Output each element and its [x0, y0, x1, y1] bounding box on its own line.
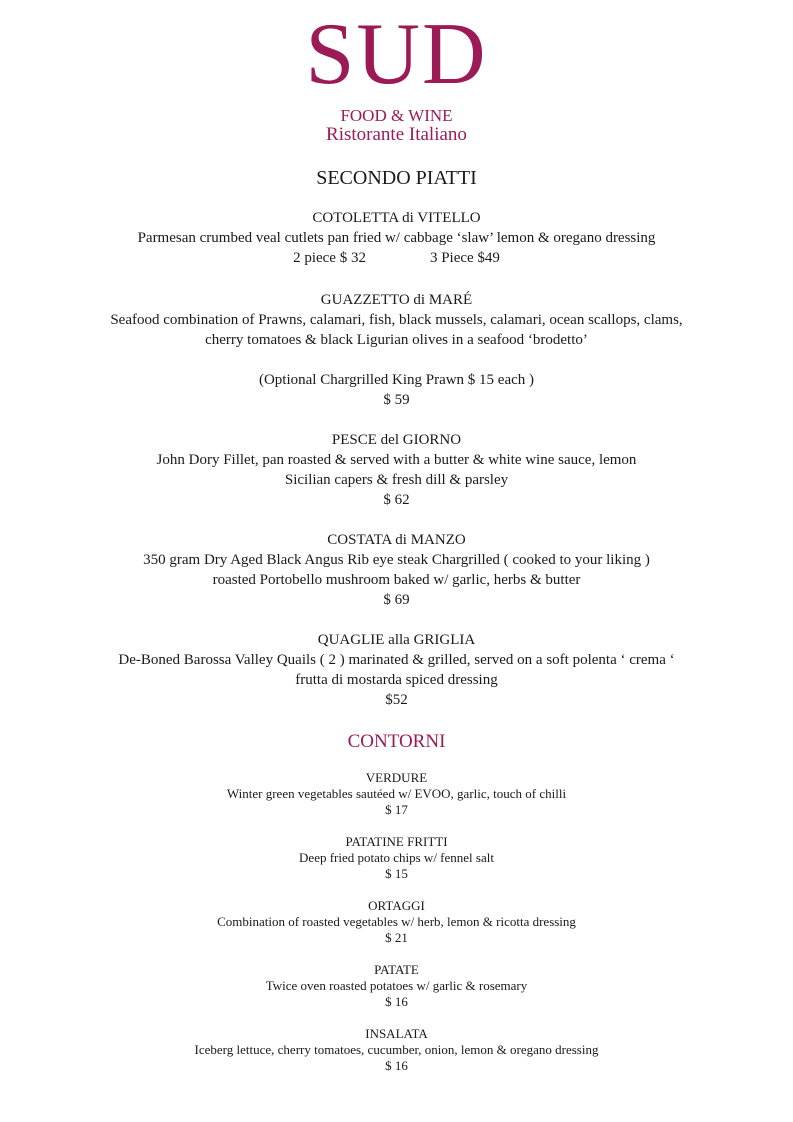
side-price: $ 17 — [385, 802, 408, 817]
dish-description: Seafood combination of Prawns, calamari, fish, black mussels, calamari, ocean scallops, clams, — [110, 312, 683, 328]
menu-item — [0, 530, 793, 610]
dish-price: $ 69 — [383, 592, 410, 608]
dish-description: frutta di mostarda spiced dressing — [295, 672, 498, 688]
side-item — [0, 962, 793, 1010]
side-price: $ 16 — [385, 994, 408, 1009]
menu-item — [0, 208, 793, 268]
section-title-contorni: CONTORNI — [347, 731, 446, 752]
side-description: Winter green vegetables sautéed w/ EVOO, garlic, touch of chilli — [226, 786, 567, 801]
dish-description: 350 gram Dry Aged Black Angus Rib eye steak Chargrilled ( cooked to your liking ) — [143, 552, 650, 568]
menu-item — [0, 290, 793, 410]
menu-item — [0, 430, 793, 510]
side-description: Combination of roasted vegetables w/ herb, lemon & ricotta dressing — [217, 914, 576, 929]
dish-name: COSTATA di MANZO — [327, 532, 466, 548]
section-title-secondi: SECONDO PIATTI — [316, 167, 477, 189]
dish-price: $ 59 — [383, 392, 410, 408]
dish-name: QUAGLIE alla GRIGLIA — [317, 632, 476, 648]
tagline-ristorante: Ristorante Italiano — [326, 124, 467, 145]
side-item — [0, 898, 793, 946]
menu-item — [0, 630, 793, 710]
dish-description: De-Boned Barossa Valley Quails ( 2 ) marinated & grilled, served on a soft polenta ‘ crema ‘ — [118, 652, 675, 668]
dish-option: (Optional Chargrilled King Prawn $ 15 each ) — [258, 372, 535, 388]
dish-description: Parmesan crumbed veal cutlets pan fried w/ cabbage ‘slaw’ lemon & oregano dressing — [137, 230, 656, 246]
tagline-food-wine: FOOD & WINE — [340, 106, 453, 125]
dish-name: GUAZZETTO di MARÉ — [320, 292, 473, 308]
side-name: INSALATA — [365, 1026, 428, 1041]
side-name: VERDURE — [365, 770, 428, 785]
dish-prices — [0, 248, 793, 268]
side-description: Deep fried potato chips w/ fennel salt — [299, 850, 494, 865]
side-name: ORTAGGI — [368, 898, 425, 913]
dish-price: $52 — [385, 692, 408, 708]
dish-name: COTOLETTA di VITELLO — [312, 210, 481, 226]
side-name: PATATINE FRITTI — [345, 834, 448, 849]
restaurant-logo: SUD — [305, 6, 488, 103]
dish-description: cherry tomatoes & black Ligurian olives in a seafood ‘brodetto’ — [205, 332, 588, 348]
dish-price: $ 62 — [383, 492, 410, 508]
dish-price: 3 Piece $49 — [429, 250, 500, 266]
dish-description: Sicilian capers & fresh dill & parsley — [284, 472, 509, 488]
dish-price: 2 piece $ 32 — [293, 250, 366, 266]
side-description: Twice oven roasted potatoes w/ garlic & rosemary — [265, 978, 528, 993]
side-price: $ 15 — [385, 866, 408, 881]
dish-description: John Dory Fillet, pan roasted & served with a butter & white wine sauce, lemon — [156, 452, 637, 468]
side-price: $ 21 — [385, 930, 408, 945]
side-item — [0, 770, 793, 818]
dish-description: roasted Portobello mushroom baked w/ garlic, herbs & butter — [212, 572, 581, 588]
dish-name: PESCE del GIORNO — [331, 432, 462, 448]
side-price: $ 16 — [385, 1058, 408, 1073]
side-description: Iceberg lettuce, cherry tomatoes, cucumber, onion, lemon & oregano dressing — [194, 1042, 599, 1057]
side-name: PATATE — [374, 962, 419, 977]
side-item — [0, 834, 793, 882]
side-item — [0, 1026, 793, 1074]
